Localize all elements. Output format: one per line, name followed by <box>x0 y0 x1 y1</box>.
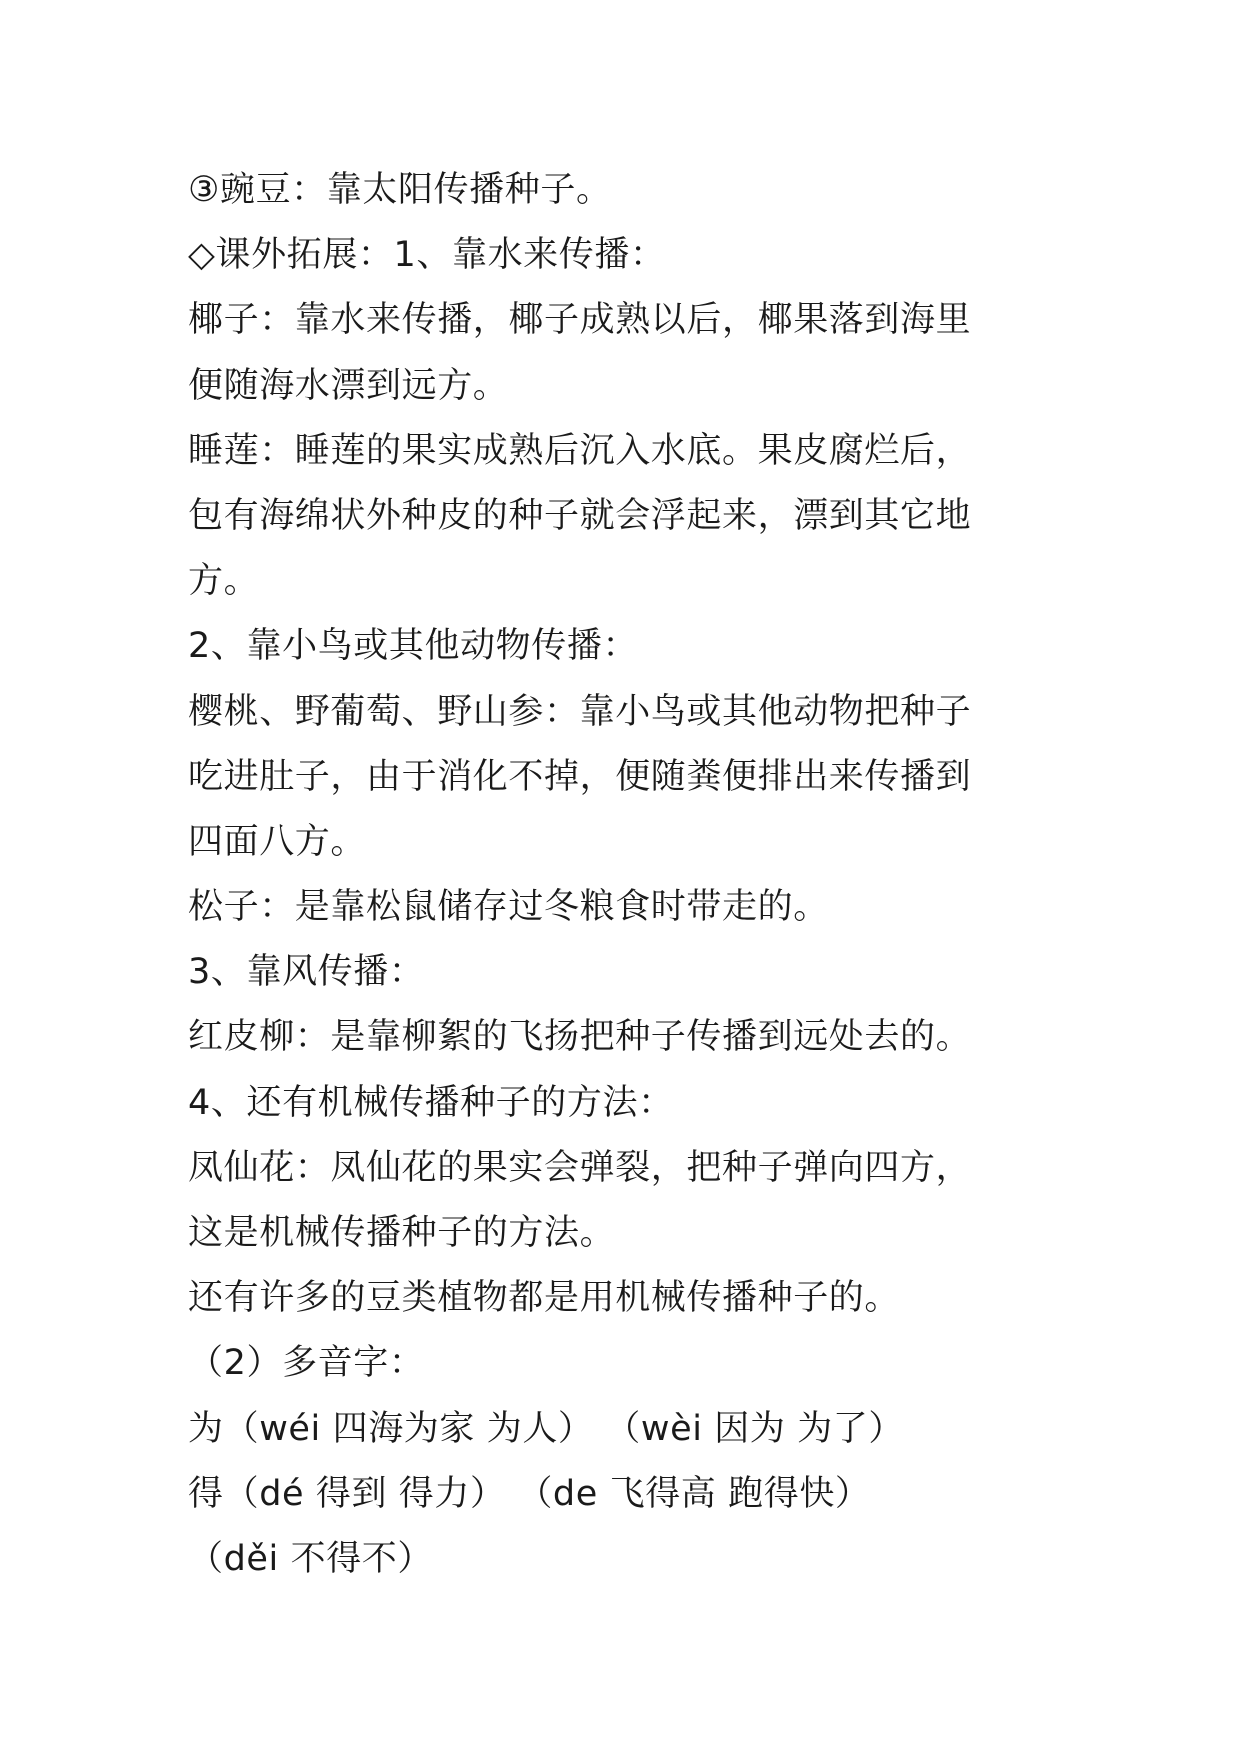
text-line-wind-heading: 3、靠风传播： <box>188 952 425 993</box>
text-line-mechanical-heading: 4、还有机械传播种子的方法： <box>188 1082 674 1123</box>
document-body <box>188 158 1068 1592</box>
text-line-coconut-2: 便随海水漂到远方。 <box>188 365 509 406</box>
text-line-polyphone-wei: 为（wéi 四海为家 为人） （wèi 因为 为了） <box>188 1408 904 1449</box>
text-line-cherry-3: 四面八方。 <box>188 821 367 862</box>
text-line-waterlily-3: 方。 <box>188 561 260 602</box>
text-line-cherry-2: 吃进肚子，由于消化不掉，便随粪便排出来传播到 <box>188 756 972 797</box>
text-line-waterlily-2: 包有海绵状外种皮的种子就会浮起来，漂到其它地 <box>188 495 972 536</box>
text-line-animals-heading: 2、靠小鸟或其他动物传播： <box>188 626 639 667</box>
text-line-cherry-1: 樱桃、野葡萄、野山参：靠小鸟或其他动物把种子 <box>188 691 972 732</box>
text-line-extension-heading: ◇课外拓展：1、靠水来传播： <box>188 235 666 276</box>
text-line-coconut-1: 椰子：靠水来传播，椰子成熟以后，椰果落到海里 <box>188 300 972 341</box>
text-line-waterlily-1: 睡莲：睡莲的果实成熟后沉入水底。果皮腐烂后， <box>188 430 972 471</box>
text-line-balsam-2: 这是机械传播种子的方法。 <box>188 1213 616 1253</box>
text-line-polyphone-heading: （2）多音字： <box>188 1343 425 1384</box>
text-line-balsam-1: 凤仙花：凤仙花的果实会弹裂，把种子弹向四方， <box>188 1147 972 1188</box>
text-line-polyphone-de: 得（dé 得到 得力） （de 飞得高 跑得快） <box>188 1473 871 1514</box>
text-line-willow: 红皮柳：是靠柳絮的飞扬把种子传播到远处去的。 <box>188 1017 972 1058</box>
text-line-polyphone-dei: （děi 不得不） <box>188 1538 433 1579</box>
text-line-pine-nut: 松子：是靠松鼠储存过冬粮食时带走的。 <box>188 887 829 928</box>
text-line-beans: 还有许多的豆类植物都是用机械传播种子的。 <box>188 1278 901 1319</box>
text-line-wandou: ③豌豆：靠太阳传播种子。 <box>188 170 612 210</box>
